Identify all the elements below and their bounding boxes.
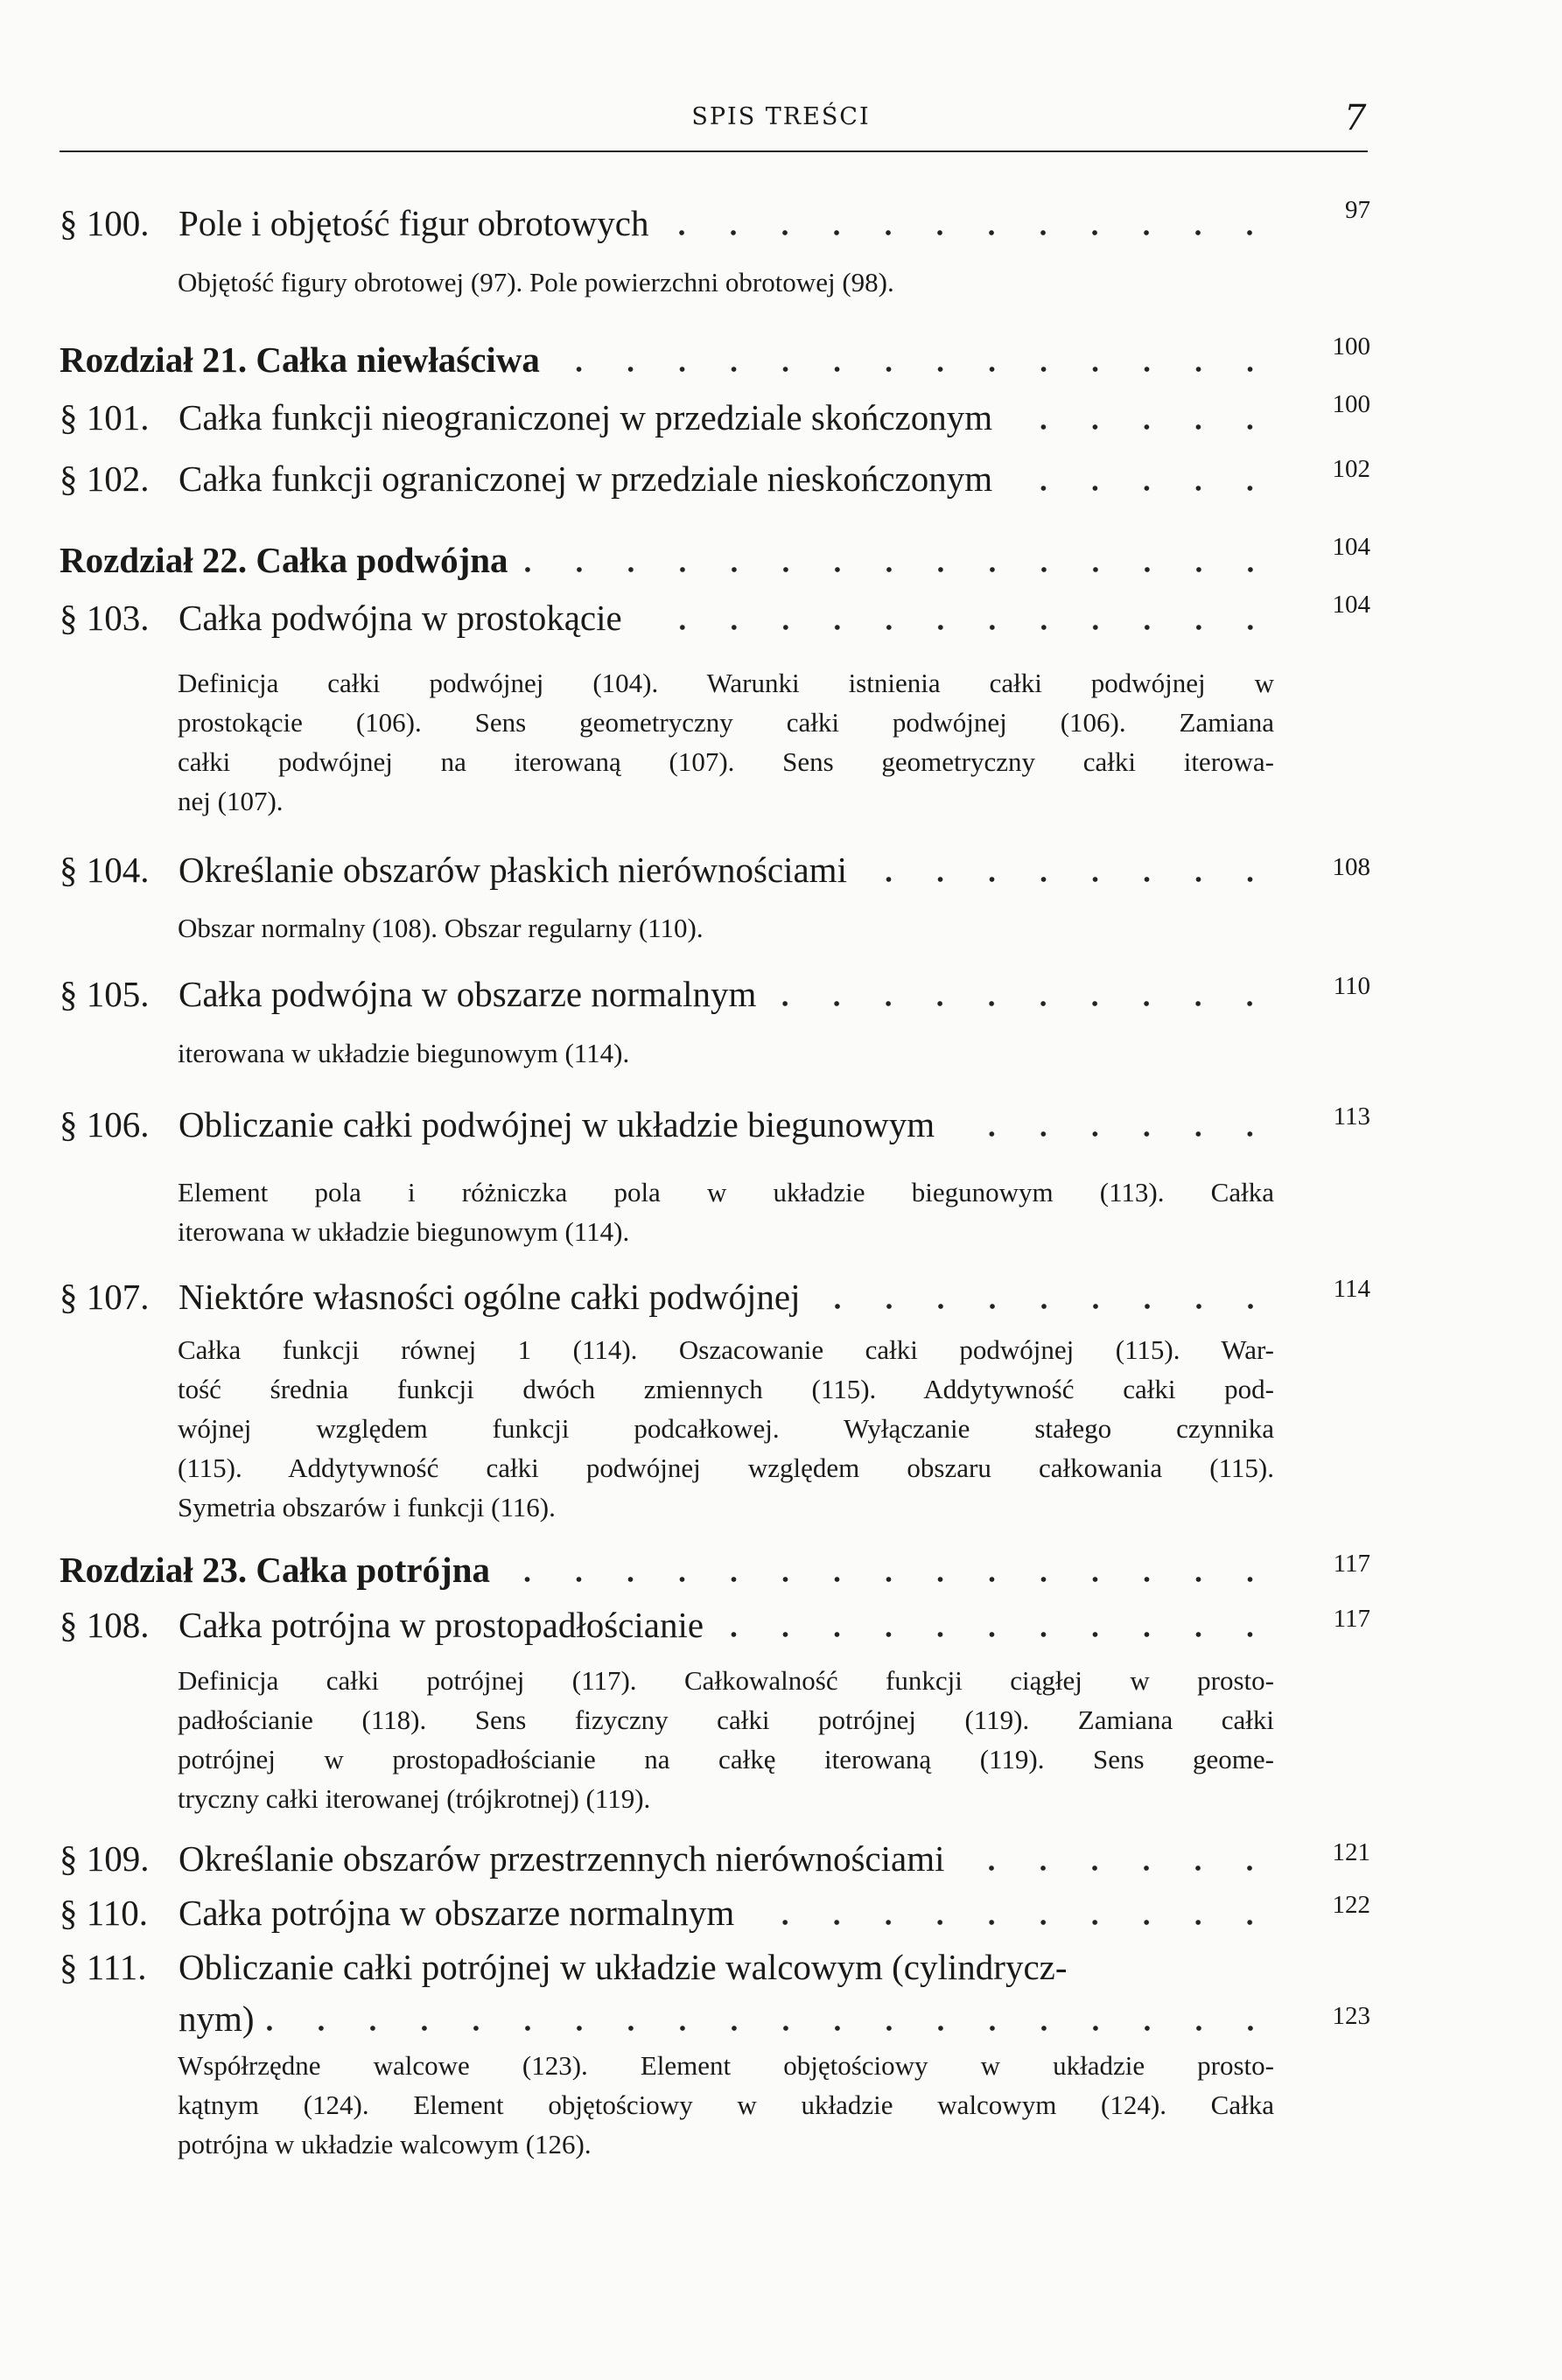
section-number: § 101. [60, 397, 150, 438]
page-reference[interactable]: 102 [1332, 455, 1370, 483]
section-number: § 102. [60, 458, 150, 499]
dot-leader [768, 999, 1276, 1008]
description-line: Definicja całki potrójnej (117). Całkowalność funkcji ciągłej w prosto- [178, 1665, 1274, 1696]
section-entry[interactable] [60, 396, 1276, 440]
dot-leader [634, 623, 1276, 632]
section-entry[interactable] [60, 849, 1276, 892]
description-line: (115). Addytywność całki podwójnej względem obszaru całkowania (115). [178, 1452, 1274, 1483]
entry-description [178, 262, 1274, 302]
page-reference[interactable]: 110 [1333, 972, 1370, 1000]
dot-leader [1005, 423, 1276, 431]
entry-title: Obliczanie całki potrójnej w układzie walcowym (cylindrycz- [179, 1947, 1068, 1987]
dot-leader [502, 1575, 1276, 1584]
entry-title: Całka potrójna w prostopadłościanie [179, 1605, 704, 1645]
description-line: nej (107). [178, 786, 284, 816]
section-number: § 107. [60, 1277, 150, 1317]
description-line: wójnej względem funkcji podcałkowej. Wyłączanie stałego czynnika [178, 1413, 1274, 1444]
description-line: tryczny całki iterowanej (trójkrotnej) (119). [178, 1783, 651, 1814]
page-reference[interactable]: 117 [1333, 1550, 1370, 1578]
header-rule [60, 150, 1368, 152]
page-reference[interactable]: 122 [1332, 1891, 1370, 1919]
description-line: iterowana w układzie biegunowym (114). [178, 1216, 630, 1247]
description-line: padłościanie (118). Sens fizyczny całki potrójnej (119). Zamiana całki [178, 1704, 1274, 1735]
chapter-entry[interactable] [60, 1549, 1276, 1592]
entry-description [178, 1033, 1274, 1073]
dot-leader [716, 1630, 1276, 1639]
description-line: Definicja całki podwójnej (104). Warunki istnienia całki podwójnej w [178, 668, 1274, 698]
entry-title: Całka funkcji nieograniczonej w przedziale skończonym [179, 397, 993, 438]
description-line: Objętość figury obrotowej (97). Pole powierzchni obrotowej (98). [178, 267, 894, 298]
section-entry[interactable] [60, 973, 1276, 1017]
page-reference[interactable]: 108 [1332, 853, 1370, 881]
section-entry[interactable] [60, 1892, 1276, 1936]
entry-title: Rozdział 22. Całka podwójna [60, 540, 508, 580]
description-line: potrójnej w prostopadłościanie na całkę iterowaną (119). Sens geome- [178, 1744, 1274, 1774]
dot-leader [859, 875, 1276, 884]
entry-title: Całka podwójna w obszarze normalnym [179, 974, 757, 1014]
page-reference[interactable]: 121 [1332, 1838, 1370, 1866]
entry-title: Określanie obszarów przestrzennych nierównościami [179, 1838, 945, 1879]
description-line: Symetria obszarów i funkcji (116). [178, 1492, 556, 1522]
entry-title: Rozdział 21. Całka niewłaściwa [60, 340, 540, 380]
dot-leader [956, 1864, 1276, 1872]
entry-description [178, 663, 1274, 821]
dot-leader [746, 1918, 1276, 1927]
page-reference[interactable]: 100 [1332, 332, 1370, 360]
description-line: potrójna w układzie walcowym (126). [178, 2129, 592, 2160]
description-line: Element pola i różniczka pola w układzie biegunowym (113). Całka [178, 1177, 1274, 1208]
entry-title-line2: nym) [179, 1998, 255, 2039]
page-reference[interactable]: 97 [1345, 196, 1370, 224]
entry-title: Całka podwójna w prostokącie [179, 598, 622, 638]
description-line: Obszar normalny (108). Obszar regularny (110). [178, 913, 704, 943]
dot-leader [267, 2024, 1276, 2033]
page-reference[interactable]: 114 [1333, 1275, 1370, 1303]
section-entry[interactable] [60, 1103, 1276, 1147]
section-number: § 111. [60, 1947, 147, 1987]
section-number: § 100. [60, 203, 150, 243]
entry-description [178, 2046, 1274, 2164]
running-head: SPIS TREŚCI [691, 103, 871, 130]
page-reference[interactable]: 100 [1332, 390, 1370, 418]
description-line: tość średnia funkcji dwóch zmiennych (115). Addytywność całki pod- [178, 1374, 1274, 1404]
section-number: § 109. [60, 1838, 150, 1879]
page-reference[interactable]: 123 [1332, 2002, 1370, 2030]
section-entry[interactable] [60, 597, 1276, 640]
section-number: § 103. [60, 598, 150, 638]
section-entry[interactable] [60, 458, 1276, 501]
section-entry[interactable] [60, 1946, 1328, 1990]
section-number: § 110. [60, 1893, 148, 1933]
section-number: § 104. [60, 850, 150, 890]
entry-title: Obliczanie całki podwójnej w układzie biegunowym [179, 1104, 935, 1144]
entry-title: Niektóre własności ogólne całki podwójnej [179, 1277, 801, 1317]
entry-description [178, 1172, 1274, 1251]
section-entry[interactable] [60, 202, 1276, 246]
entry-title-continuation[interactable] [179, 1998, 1276, 2041]
dot-leader [661, 228, 1276, 237]
entry-title: Określanie obszarów płaskich nierównościami [179, 850, 847, 890]
entry-description [178, 1330, 1274, 1527]
section-number: § 105. [60, 974, 150, 1014]
section-number: § 106. [60, 1104, 150, 1144]
dot-leader [947, 1130, 1276, 1138]
dot-leader [813, 1302, 1277, 1311]
description-line: iterowana w układzie biegunowym (114). [178, 1038, 630, 1068]
page-reference[interactable]: 113 [1333, 1102, 1370, 1130]
entry-title: Całka potrójna w obszarze normalnym [179, 1893, 735, 1933]
description-line: Całka funkcji równej 1 (114). Oszacowanie całki podwójnej (115). War- [178, 1334, 1274, 1365]
page-reference[interactable]: 104 [1332, 591, 1370, 619]
entry-title: Pole i objętość figur obrotowych [179, 203, 649, 243]
entry-description [178, 908, 1274, 948]
description-line: całki podwójnej na iterowaną (107). Sens geometryczny całki iterowa- [178, 746, 1274, 777]
dot-leader [552, 365, 1276, 374]
section-entry[interactable] [60, 1604, 1276, 1648]
section-number: § 108. [60, 1605, 150, 1645]
description-line: Współrzędne walcowe (123). Element objętościowy w układzie prosto- [178, 2050, 1274, 2081]
dot-leader [1005, 484, 1276, 493]
page-reference[interactable]: 104 [1332, 533, 1370, 561]
entry-title: Rozdział 23. Całka potrójna [60, 1550, 490, 1590]
chapter-entry[interactable] [60, 339, 1276, 382]
section-entry[interactable] [60, 1276, 1276, 1320]
chapter-entry[interactable] [60, 539, 1276, 583]
description-line: kątnym (124). Element objętościowy w układzie walcowym (124). Całka [178, 2090, 1274, 2120]
page-number: 7 [1344, 98, 1367, 138]
description-line: prostokącie (106). Sens geometryczny całki podwójnej (106). Zamiana [178, 707, 1274, 738]
section-entry[interactable] [60, 1838, 1276, 1881]
entry-description [178, 1661, 1274, 1818]
entry-title: Całka funkcji ograniczonej w przedziale nieskończonym [179, 458, 993, 499]
dot-leader [521, 565, 1276, 574]
page-reference[interactable]: 117 [1333, 1605, 1370, 1633]
